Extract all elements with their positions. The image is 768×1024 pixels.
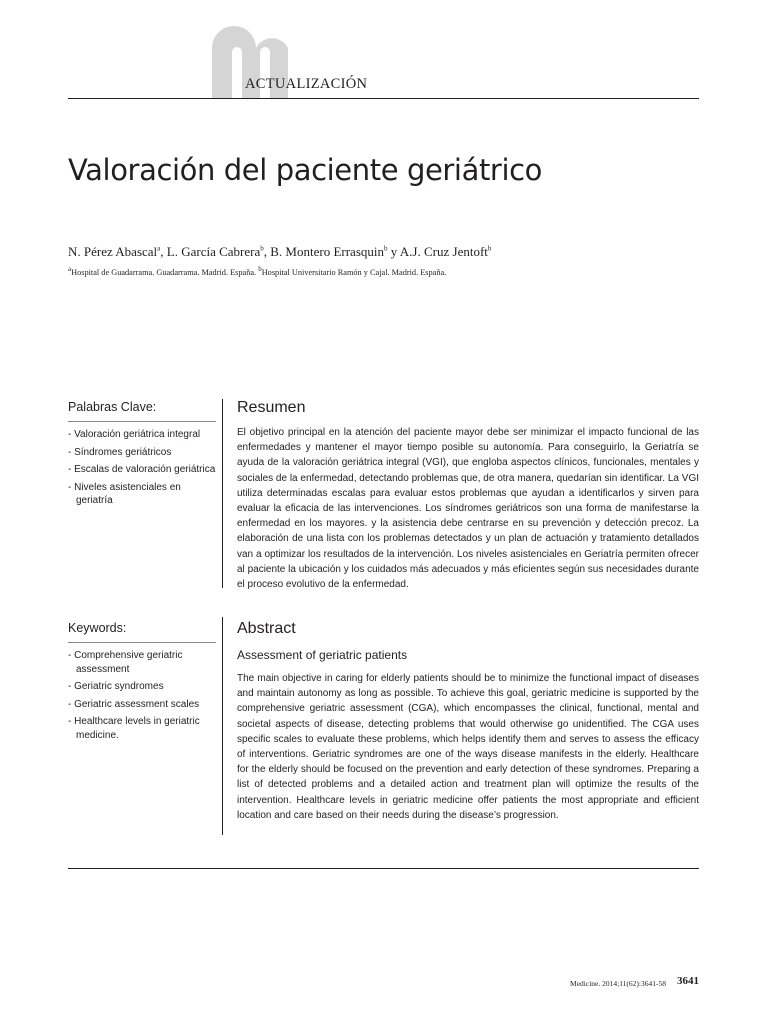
footer-rule (68, 868, 699, 869)
palabras-clave-list (68, 428, 216, 508)
keyword-item: - Geriatric syndromes (68, 681, 164, 692)
author-name: B. Montero Errasquin (270, 244, 384, 259)
article-title: Valoración del paciente geriátrico (68, 153, 542, 187)
affiliations (68, 265, 446, 277)
author-separator: , (263, 244, 271, 259)
palabras-clave-block (68, 400, 216, 512)
keywords-rule (68, 642, 216, 643)
author-separator: y (387, 244, 400, 259)
affiliation-text: Hospital de Guadarrama. Guadarrama. Madrid. España. (71, 267, 257, 277)
keyword-item: - Comprehensive geriatric assessment (68, 650, 183, 675)
affiliation-mark: b (258, 265, 262, 273)
author-separator: , (160, 244, 167, 259)
keywords-list (68, 649, 216, 742)
abstract-heading: Abstract (237, 620, 296, 637)
author-name: N. Pérez Abascal (68, 244, 158, 259)
palabra-clave-item: - Síndromes geriátricos (68, 446, 172, 458)
palabra-clave-item: - Escalas de valoración geriátrica (68, 464, 216, 475)
keyword-item: - Geriatric assessment scales (68, 698, 200, 710)
palabra-clave-item: - Valoración geriátrica integral (68, 429, 201, 440)
affiliation-mark: b (487, 244, 492, 253)
page-number: 3641 (677, 975, 699, 987)
affiliation-mark: b (260, 244, 264, 253)
affiliation-text: Hospital Universitario Ramón y Cajal. Madrid. España. (261, 267, 447, 277)
keywords-heading: Keywords: (68, 621, 127, 635)
resumen-text: El objetivo principal en la atención del paciente mayor debe ser minimizar el impacto funcional de las enfermedades y mantener el mayor tiempo posible su autonomía. Para conseguirlo, la Geriatría se ayuda de la valoración geriátrica integral (VGI), que engloba aspectos clínicos, funcionales, mentales y sociales de la enfermedad, detectando problemas que, de otra manera, quedarían sin identificar. La VGI utiliza determinadas escalas para evaluar estos problemas que ayudan a identificarlos y sirven para evaluar la eficacia de las intervenciones. Los síndromes geriátricos son una forma de manifestarse la enfermedad en los mayores. y la asistencia debe centrarse en su prevención y detección precoz. La elaboración de una lista con los problemas detectados y un plan de actuación y tratamiento detallados van a optimizar los resultados de la intervención. Los niveles asistenciales en Geriatría permiten ofrecer al paciente la ubicación y los cuidados más adecuados y más eficientes según sus necesidades durante el proceso evolutivo de la enfermedad. (237, 427, 699, 591)
author-name: A.J. Cruz Jentoft (399, 244, 488, 259)
affiliation-mark: a (68, 265, 72, 273)
header-rule (68, 98, 699, 99)
section-label: ACTUALIZACIÓN (245, 76, 368, 92)
palabras-clave-rule (68, 421, 216, 422)
author-name: L. García Cabrera (166, 244, 261, 259)
journal-citation: Medicine. 2014;11(62):3641-58 (570, 979, 666, 988)
abstract-text: The main objective in caring for elderly patients should be to minimize the functional impact of diseases and maintain autonomy as long as possible. To achieve this goal, geriatric medicine is supported by the comprehensive geriatric assessment (CGA), which encompasses the clinical, functional, mental and societal aspects of disease, detecting problems that would otherwise go unidentified. The CGA uses specific scales to evaluate these problems, which helps identify them and serves to assess the efficacy of interventions. Geriatric syndromes are one of the ways disease manifests in the elderly. Healthcare for the elderly should be focused on the prevention and early detection of these syndromes. Preparing a list of detected problems and a detailed action and treatment plan will optimize the results of the intervention. Healthcare levels in geriatric medicine offer patients the most appropriate and efficient location and care based on their needs during the disease’s progression. (237, 673, 699, 821)
resumen-separator (222, 399, 223, 588)
author-line (68, 244, 491, 260)
abstract-separator (222, 617, 223, 835)
affiliation-mark: b (384, 244, 388, 253)
keyword-item: - Healthcare levels in geriatric medicine. (68, 716, 200, 741)
palabra-clave-item: - Niveles asistenciales en geriatría (68, 481, 181, 506)
palabras-clave-heading: Palabras Clave: (68, 400, 157, 414)
keywords-block (68, 621, 216, 746)
resumen-heading: Resumen (237, 399, 306, 416)
affiliation-mark: a (157, 244, 161, 253)
abstract-subheading: Assessment of geriatric patients (237, 648, 408, 662)
